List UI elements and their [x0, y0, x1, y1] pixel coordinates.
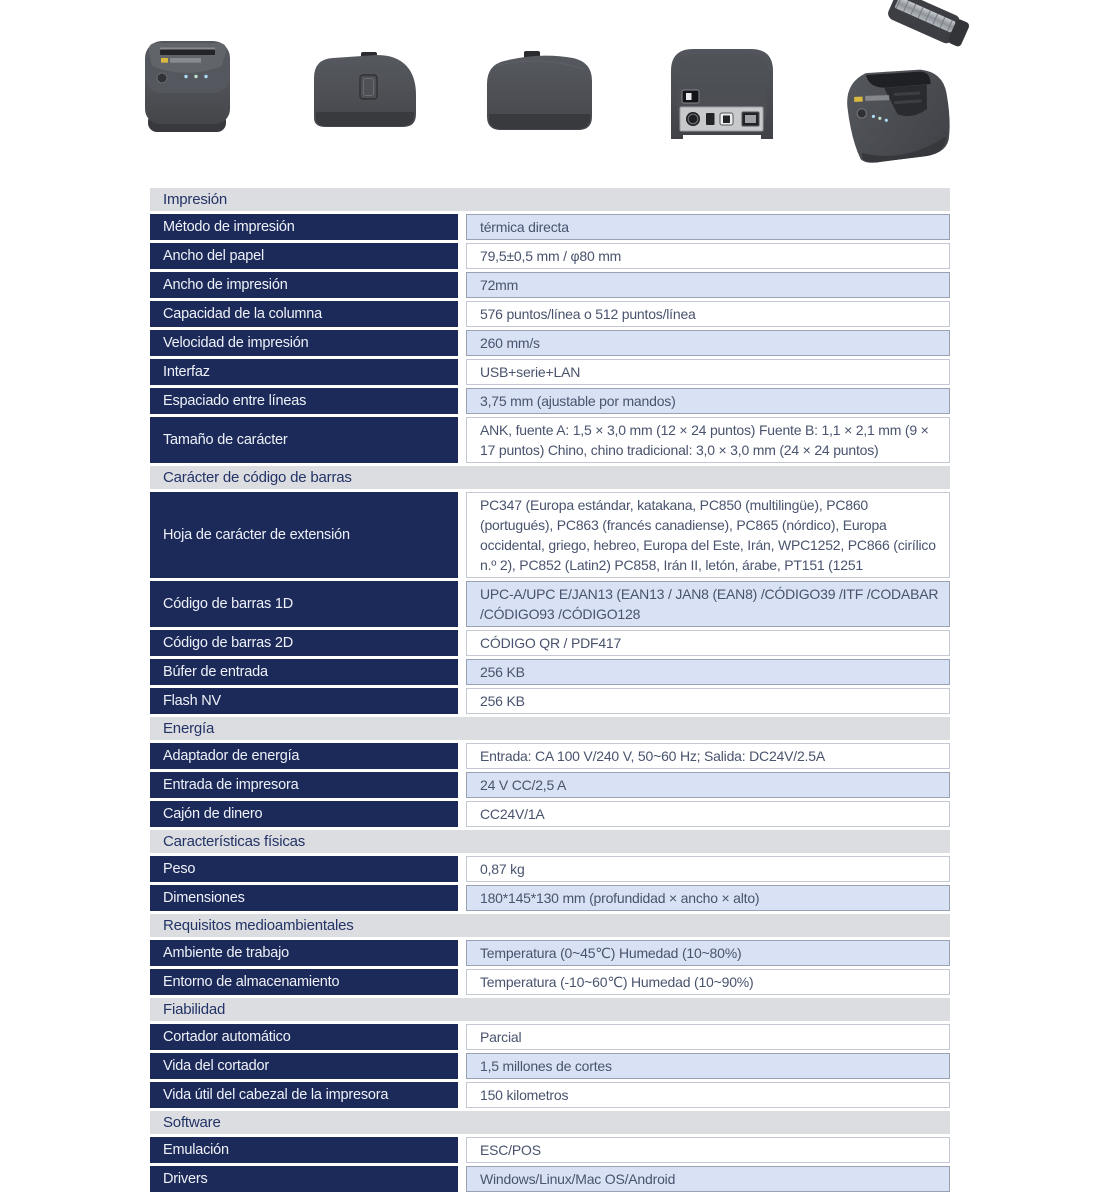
spec-label: Vida útil del cabezal de la impresora: [150, 1082, 458, 1108]
spec-value: 260 mm/s: [466, 330, 950, 356]
section-header: [150, 998, 950, 1021]
spec-value: Temperatura (0~45℃) Humedad (10~80%): [466, 940, 950, 966]
warning-sticker: [854, 97, 863, 102]
printer-side-opposite-illustration: [480, 48, 599, 141]
section-title: Software: [163, 1114, 221, 1131]
printer-front-top-illustration: [142, 32, 234, 138]
spec-label: Interfaz: [150, 359, 458, 385]
section-header: [150, 830, 950, 853]
printer-base: [489, 114, 590, 129]
spec-label: Método de impresión: [150, 214, 458, 240]
spec-label: Código de barras 2D: [150, 630, 458, 656]
spec-row: [150, 388, 950, 414]
printer-rear-illustration: [665, 45, 779, 143]
spec-value: 0,87 kg: [466, 856, 950, 882]
spec-row: [150, 688, 950, 714]
spec-value: 72mm: [466, 272, 950, 298]
section-title: Características físicas: [163, 833, 306, 850]
spec-label: Capacidad de la columna: [150, 301, 458, 327]
spec-value: UPC-A/UPC E/JAN13 (EAN13 / JAN8 (EAN8) /CÓDIGO39 /ITF /CODABAR /CÓDIGO93 /CÓDIGO128: [466, 581, 950, 627]
section-title: Energía: [163, 720, 215, 737]
spec-row: [150, 885, 950, 911]
model-label-strip: [170, 58, 201, 63]
spec-row: [150, 359, 950, 385]
spec-value: ANK, fuente A: 1,5 × 3,0 mm (12 × 24 puntos) Fuente B: 1,1 × 2,1 mm (9 × 17 puntos) Chino, chino tradicional: 3,0 × 3,0 mm (24 × 24 puntos): [466, 417, 950, 463]
printer-front-top-view-image: [142, 32, 234, 138]
section-title: Requisitos medioambientales: [163, 917, 354, 934]
spec-value: 180*145*130 mm (profundidad × ancho × alto): [466, 885, 950, 911]
section-header: [150, 717, 950, 740]
spec-row: [150, 417, 950, 463]
spec-value: 150 kilometros: [466, 1082, 950, 1108]
spec-row: [150, 1053, 950, 1079]
spec-value: Temperatura (-10~60℃) Humedad (10~90%): [466, 969, 950, 995]
serial-port: [706, 113, 715, 125]
section-title: Carácter de código de barras: [163, 469, 352, 486]
spec-value: 79,5±0,5 mm / φ80 mm: [466, 243, 950, 269]
printer-side-view-image: [303, 50, 421, 138]
spec-label: Ambiente de trabajo: [150, 940, 458, 966]
spec-row: [150, 630, 950, 656]
spec-label: Ancho de impresión: [150, 272, 458, 298]
spec-value: térmica directa: [466, 214, 950, 240]
spec-label: Cortador automático: [150, 1024, 458, 1050]
status-led: [184, 75, 187, 78]
spec-row: [150, 330, 950, 356]
spec-row: [150, 1024, 950, 1050]
spec-label: Espaciado entre líneas: [150, 388, 458, 414]
section-header: [150, 1111, 950, 1134]
spec-value: 256 KB: [466, 688, 950, 714]
spec-label: Cajón de dinero: [150, 801, 458, 827]
spec-row: [150, 243, 950, 269]
spec-row: [150, 969, 950, 995]
spec-row: [150, 581, 950, 627]
section-header: [150, 188, 950, 211]
spec-label: Drivers: [150, 1166, 458, 1192]
spec-row: [150, 801, 950, 827]
spec-value: USB+serie+LAN: [466, 359, 950, 385]
printer-open-cover-view-image: [826, 2, 970, 168]
spec-label: Flash NV: [150, 688, 458, 714]
spec-label: Vida del cortador: [150, 1053, 458, 1079]
spec-value: PC347 (Europa estándar, katakana, PC850 (multilingüe), PC860 (portugués), PC863 (francés canadiense), PC865 (nórdico), Europa occidental, griego, hebreo, Europa del Este, Irán, WPC1252, PC866 (cirílico n.º 2), PC852 (Latin2) PC858, Irán II, letón, árabe, PT151 (1251: [466, 492, 950, 578]
spec-value: Parcial: [466, 1024, 950, 1050]
section-title: Fiabilidad: [163, 1001, 226, 1018]
spec-value: CC24V/1A: [466, 801, 950, 827]
spec-value: 1,5 millones de cortes: [466, 1053, 950, 1079]
spec-row: [150, 743, 950, 769]
spec-row: [150, 492, 950, 578]
section-header: [150, 466, 950, 489]
spec-value: ESC/POS: [466, 1137, 950, 1163]
warning-sticker: [161, 58, 168, 63]
section-header: [150, 914, 950, 937]
spec-row: [150, 1166, 950, 1192]
spec-value: 3,75 mm (ajustable por mandos): [466, 388, 950, 414]
printer-open-cover-illustration: [826, 2, 970, 168]
spec-row: [150, 940, 950, 966]
spec-value: Entrada: CA 100 V/240 V, 50~60 Hz; Salida: DC24V/2.5A: [466, 743, 950, 769]
spec-row: [150, 1137, 950, 1163]
spec-label: Ancho del papel: [150, 243, 458, 269]
printer-base: [316, 112, 414, 126]
printer-side-opposite-view-image: [480, 48, 599, 141]
product-gallery: [0, 0, 1100, 180]
spec-label: Emulación: [150, 1137, 458, 1163]
spec-value: 256 KB: [466, 659, 950, 685]
spec-value: 576 puntos/línea o 512 puntos/línea: [466, 301, 950, 327]
spec-value: 24 V CC/2,5 A: [466, 772, 950, 798]
spec-row: [150, 659, 950, 685]
spec-row: [150, 301, 950, 327]
spec-value: Windows/Linux/Mac OS/Android: [466, 1166, 950, 1192]
spec-label: Entorno de almacenamiento: [150, 969, 458, 995]
spec-row: [150, 214, 950, 240]
paper-exit-slot: [160, 50, 215, 56]
spec-label: Dimensiones: [150, 885, 458, 911]
spec-table: [150, 188, 950, 1195]
feed-button: [157, 73, 167, 83]
spec-value: CÓDIGO QR / PDF417: [466, 630, 950, 656]
spec-row: [150, 1082, 950, 1108]
spec-label: Búfer de entrada: [150, 659, 458, 685]
spec-label: Hoja de carácter de extensión: [150, 492, 458, 578]
section-title: Impresión: [163, 191, 228, 208]
spec-label: Adaptador de energía: [150, 743, 458, 769]
spec-label: Tamaño de carácter: [150, 417, 458, 463]
spec-row: [150, 772, 950, 798]
opened-cover: [886, 0, 971, 50]
spec-label: Código de barras 1D: [150, 581, 458, 627]
printer-rear-view-image: [665, 45, 779, 143]
spec-label: Entrada de impresora: [150, 772, 458, 798]
printer-side-illustration: [303, 50, 421, 138]
spec-row: [150, 856, 950, 882]
spec-row: [150, 272, 950, 298]
spec-label: Velocidad de impresión: [150, 330, 458, 356]
spec-label: Peso: [150, 856, 458, 882]
status-led: [194, 75, 197, 78]
status-led: [204, 75, 207, 78]
model-label-strip: [865, 95, 889, 101]
